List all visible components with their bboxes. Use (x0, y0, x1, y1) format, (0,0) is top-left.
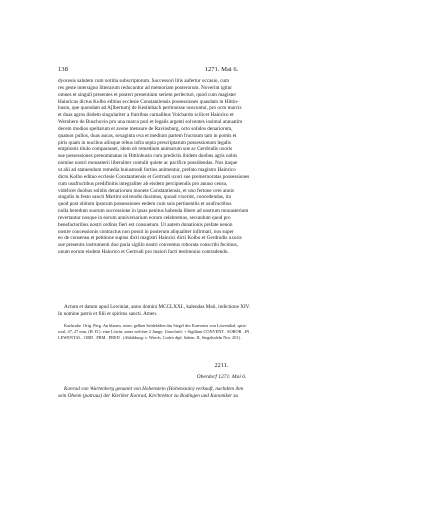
page-header (58, 65, 385, 75)
text-line: husin, que quondam ad A[lbertum] de Kestinbach pertinuisse noscuntur, pro octo marcis (58, 105, 242, 112)
text-line: et duas agros ibidem singulariter a fratribus carnalibus Volchardo scilicet Hainrico et (58, 112, 234, 119)
archival-note (58, 323, 385, 342)
text-line: omnes et singuli presentes et posteri presentium seriem perlecturi, quod cum magister (58, 91, 237, 98)
note-line: oval, 47, 27 mm, (H. D.): eine Löwin, unter welcher 2 Junge; Umschrift: + Sigillum CONVENT . SOROR . IN . (58, 329, 252, 335)
charter-text (58, 78, 385, 256)
text-line: Hainricus dictus Kolbo editius ecclesie Constantiensis possessiones quasdam in Hittin- (58, 98, 239, 105)
dating-clause (58, 304, 385, 318)
text-line: sue possessiones prenominatas in Hittinhusin cum predictis ibidem duobus agris nobis (58, 153, 238, 160)
text-line: sein Oheim (patruus) der Kleriker Konrad, Kirchrektor zu Bodingen und Kanoniker zu (58, 392, 239, 399)
text-line: cum usufructibus predifinitis integraliter ab eisdem percipiendis pro annuo censu, (58, 180, 228, 187)
text-line: piris quam in nucibus aliisque rebus infra septa prescriptarum possessionum legalis (58, 139, 231, 146)
text-line: videlicet duobus solidis denariorum monete Constantiensis, et uno fertone cere annis (58, 187, 234, 194)
text-line: Wernhero de Buschovin pro una marca puri et legalis argenti solventes iosimul annuatim (58, 119, 243, 126)
text-line: res geste intersigno litterarum reducuntur ad memoriam posterorum. Noverint igitur (58, 84, 233, 91)
text-line: dicto Kolbo edituo ecclesie Constantiensis et Gertrudi uxori sue premernoratas possessiones (58, 173, 250, 180)
document-place-date: Oberdorf 1271. Mai 6. (196, 374, 247, 380)
text-line: quatuor pullos, duas aucas, sexaginta ova et medium partem fructuum tam in pomis et (58, 132, 237, 139)
page-number: 138 (58, 66, 68, 73)
text-line: revertantur nosque in eorum anniversarium eorum celebremus, secundum quod pro (58, 214, 231, 221)
note-line: LEWENTAL . ORD . FRM . PRED . (Abbildung: v. Weech, Codex dipl. Salem. II, Siegeltafeln Nro. 201). (58, 335, 242, 341)
regest-text (58, 386, 385, 400)
text-line: unum eorum eisdem Hainrico et Gertrudi pro maiori facti testimonio contradendo. (58, 249, 229, 256)
text-line: In nomine patris et filii et spiritus sancti. Amen. (58, 310, 158, 317)
text-line: benefactoribus nostri ordinis fieri est consuetum. Ut autem donationis prefate nenon (58, 221, 233, 228)
text-line: Actum et datum apud Lewiniat, anno domini MCCLXXI., kalendas Maii, indictione XIV. (64, 304, 251, 310)
text-line: Konrad von Wartenberg genannt von Hohenstein (Hohenstain) verkauft, nachdem ihm (64, 386, 244, 392)
text-line: quod post obitum ipsorum possessiones eedem cum suis pertinentiis et usufructibus (58, 201, 232, 208)
text-line: sue presentis instrumenti duo paria sigillo nostri conventus roborata conscribi fecimus, (58, 242, 238, 249)
text-line: singulis in festo sancti Martini solvendis duximus, quoad vixerint, concedendas, ita (58, 194, 231, 201)
text-line: decem modios speltarum et avene mensure de Ravinsburg, octo solidos denariorum, (58, 125, 233, 132)
text-line: dyocesis salutem cum notitia subscriptorum. Successori litis aufertur occasio, cum (58, 78, 230, 84)
text-line: nulla heredum suorum successione in ipsas penitus habenda libere ad nostrum monasterium (58, 208, 249, 215)
text-line: nomine nostri monasterii liberaliter contulit quiete ac pacifice possidendas. Nos itaque (58, 160, 238, 167)
text-line: ut alii ad statuendum remedia huiusmodi fortius animentur, prefato magistro Hainrico (58, 166, 236, 173)
text-line: eo de consensu et petitione supius dicti magistri Hainrici dicti Kolbo et Gerdrudis uxoris (58, 235, 242, 242)
document-number: 2211. (214, 362, 229, 369)
running-head: 1271. Mai 6. (204, 66, 239, 73)
note-line: Karlsruhe. Orig. Perg. An blauen, roten, gelben Seidefäden das Siegel des Konvents von Löwenthal, spitz- (64, 323, 247, 328)
text-line: emptionis titulo comparasset, idem ob remedium animarum sue ac Gerdrudis uxoris (58, 146, 233, 153)
text-line: nostre concessionis contractus non possit in posterum aliqualiter infirmari, nos super (58, 228, 234, 235)
